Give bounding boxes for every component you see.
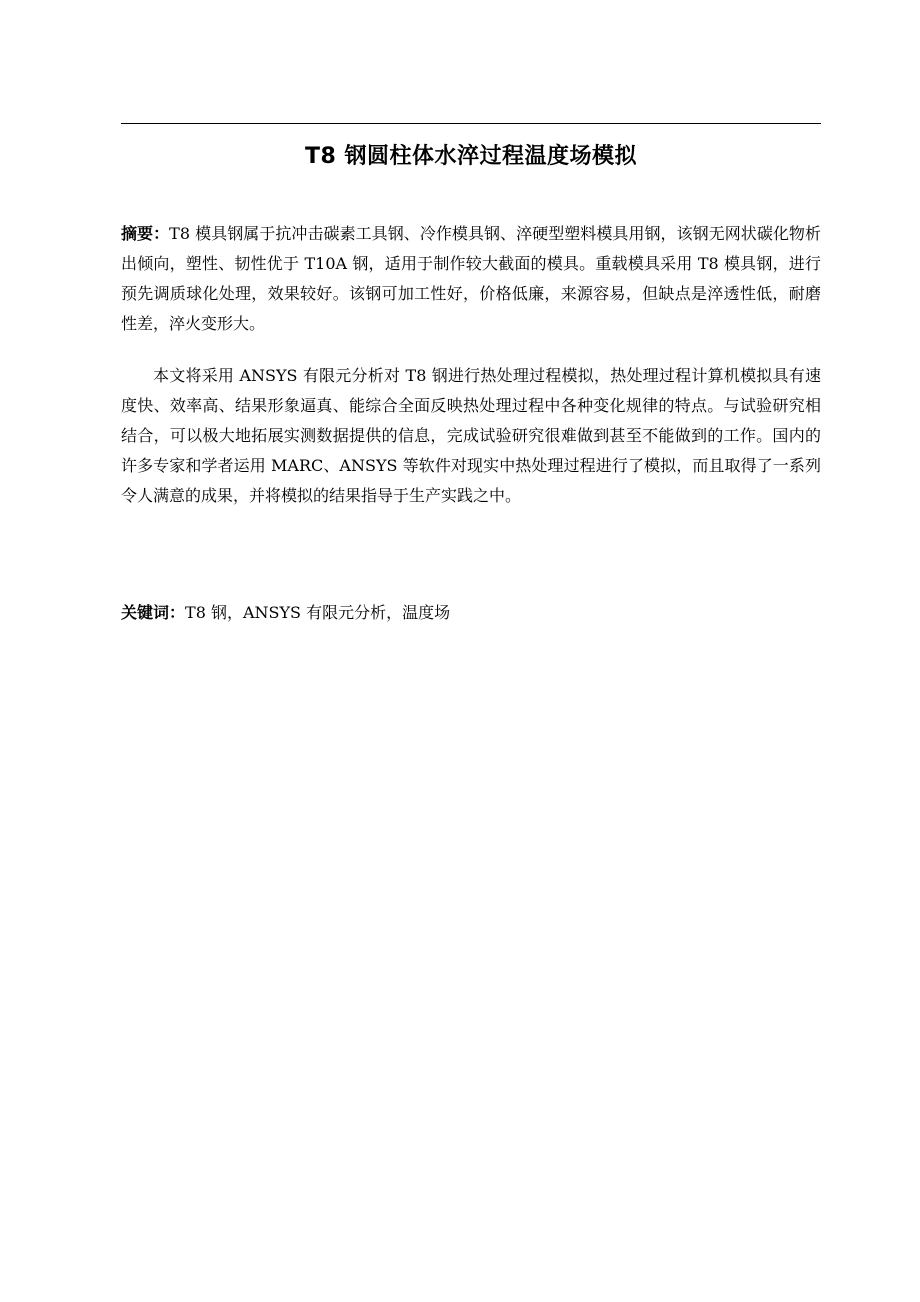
abstract-text: T8 模具钢属于抗冲击碳素工具钢、冷作模具钢、淬硬型塑料模具用钢，该钢无网状碳化物析出倾向，塑性、韧性优于 T10A 钢，适用于制作较大截面的模具。重载模具采用 T8 模具钢，进行预先调质球化处理，效果较好。该钢可加工性好，价格低廉，来源容易，但缺点是淬透性低，耐磨性差，淬火变形大。 bbox=[121, 224, 821, 333]
keywords-label: 关键词： bbox=[121, 603, 186, 622]
keywords-line bbox=[121, 598, 821, 628]
keywords-text: T8 钢，ANSYS 有限元分析，温度场 bbox=[185, 603, 451, 622]
header-rule bbox=[121, 123, 821, 124]
page-title: T8 钢圆柱体水淬过程温度场模拟 bbox=[305, 144, 637, 169]
body-paragraph: 本文将采用 ANSYS 有限元分析对 T8 钢进行热处理过程模拟，热处理过程计算机模拟具有速度快、效率高、结果形象逼真、能综合全面反映热处理过程中各种变化规律的特点。与试验研究相结合，可以极大地拓展实测数据提供的信息，完成试验研究很难做到甚至不能做到的工作。国内的许多专家和学者运用 MARC、ANSYS 等软件对现实中热处理过程进行了模拟，而且取得了一系列令人满意的成果，并将模拟的结果指导于生产实践之中。 bbox=[121, 366, 821, 505]
abstract-label: 摘要： bbox=[121, 224, 170, 243]
abstract-paragraph bbox=[121, 219, 821, 339]
